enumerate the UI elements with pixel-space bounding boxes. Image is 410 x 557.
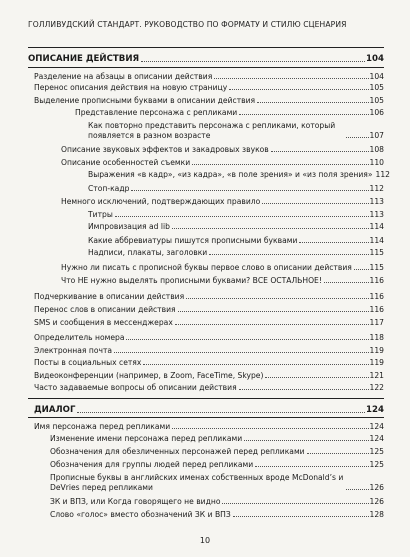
toc-entry-title: ОПИСАНИЕ ДЕЙСТВИЯ xyxy=(28,54,140,64)
toc-dot-leader xyxy=(77,412,365,413)
toc-entry xyxy=(34,422,384,431)
toc-entry xyxy=(88,210,384,219)
toc-entry xyxy=(34,346,384,355)
toc-dot-leader xyxy=(222,503,368,504)
toc-entry xyxy=(34,305,384,314)
toc-entry-title: Перенос слов в описании действия xyxy=(34,305,176,314)
toc-entry-page: 116 xyxy=(369,305,384,314)
toc-dot-leader xyxy=(115,216,369,217)
toc-entry-page: 115 xyxy=(369,263,384,272)
toc-entry-page: 126 xyxy=(369,483,384,492)
toc-entry-page: 114 xyxy=(369,222,384,231)
toc-dot-leader xyxy=(354,269,369,270)
toc-entry-title: Выделение прописными буквами в описании действия xyxy=(34,96,256,105)
toc-entry-page: 121 xyxy=(369,371,384,380)
toc-entry-page: 107 xyxy=(369,131,384,140)
toc-entry-title: Изменение имени персонажа перед репликами xyxy=(50,434,243,443)
toc-entry-title: Описание звуковых эффектов и закадровых звуков xyxy=(61,145,269,154)
toc-entry-title: Что НЕ нужно выделять прописными буквами? ВСЕ ОСТАЛЬНОЕ! xyxy=(61,276,322,285)
toc-entry-title: Описание особенностей съемки xyxy=(61,158,191,167)
toc-entry-page: 128 xyxy=(369,510,384,519)
toc-entry-title: Титры xyxy=(88,210,113,219)
toc-entry-title: Часто задаваемые вопросы об описании действия xyxy=(34,383,237,392)
toc-dot-leader xyxy=(214,78,368,79)
toc-entry-title: Имя персонажа перед репликами xyxy=(34,422,171,431)
toc-entry-page: 105 xyxy=(369,96,384,105)
toc-dot-leader xyxy=(257,102,368,103)
section-rule xyxy=(28,47,384,48)
toc-entry xyxy=(61,145,384,154)
toc-dot-leader xyxy=(172,428,368,429)
toc-entry xyxy=(88,222,384,231)
toc-entry-page: 118 xyxy=(369,333,384,342)
toc-dot-leader xyxy=(131,190,368,191)
toc-entry-title: Надписи, плакаты, заголовки xyxy=(88,248,208,257)
toc-entry-title: Видеоконференции (например, в Zoom, FaceTime, Skype) xyxy=(34,371,264,380)
toc-entry xyxy=(88,170,390,179)
toc-dot-leader xyxy=(175,324,369,325)
toc-dot-leader xyxy=(346,137,369,138)
toc-entry xyxy=(34,292,384,301)
toc-section-heading xyxy=(34,406,384,415)
toc-entry-title: Разделение на абзацы в описании действия xyxy=(34,72,213,81)
toc-entry-page: 126 xyxy=(369,497,384,506)
toc-dot-leader xyxy=(346,489,369,490)
page-number: 10 xyxy=(199,536,211,545)
toc-entry xyxy=(61,158,384,167)
section-rule xyxy=(28,67,384,68)
toc-entry xyxy=(88,184,384,193)
toc-entry-page: 117 xyxy=(369,318,384,327)
toc-entry-page: 116 xyxy=(369,292,384,301)
toc-section-heading xyxy=(28,55,384,64)
toc-entry-title: Обозначения для обезличенных персонажей перед репликами xyxy=(50,447,305,456)
toc-dot-leader xyxy=(143,364,368,365)
toc-entry xyxy=(34,318,384,327)
toc-entry xyxy=(61,263,384,272)
toc-entry xyxy=(34,371,384,380)
toc-entry xyxy=(50,447,384,456)
toc-entry-page: 119 xyxy=(369,346,384,355)
toc-entry-page: 104 xyxy=(369,72,384,81)
toc-entry-page: 124 xyxy=(369,422,384,431)
toc-entry-title: Посты в социальных сетях xyxy=(34,358,142,367)
toc-entry-title: Электронная почта xyxy=(34,346,113,355)
toc-dot-leader xyxy=(255,466,368,467)
toc-entry xyxy=(75,108,384,117)
toc-dot-leader xyxy=(192,164,368,165)
toc-entry-title: Нужно ли писать с прописной буквы первое слово в описании действия xyxy=(61,263,352,272)
toc-entry-page: 122 xyxy=(369,383,384,392)
toc-entry-title: Обозначения для группы людей перед репликами xyxy=(50,460,254,469)
toc-dot-leader xyxy=(172,228,369,229)
toc-entry-page: 115 xyxy=(369,248,384,257)
toc-entry-title: Немного исключений, подтверждающих правило xyxy=(61,197,261,206)
toc-entry-title: ДИАЛОГ xyxy=(34,405,76,415)
toc-entry-title: Представление персонажа с репликами xyxy=(75,108,238,117)
toc-entry xyxy=(34,383,384,392)
toc-dot-leader xyxy=(271,151,369,152)
section-rule xyxy=(28,398,384,399)
toc-entry-title: Прописные буквы в английских именах собственных вроде McDonald’s и DeVries перед репликами xyxy=(50,473,344,492)
toc-entry-page: 116 xyxy=(369,276,384,285)
toc-entry-page: 105 xyxy=(369,83,384,92)
toc-dot-leader xyxy=(299,242,368,243)
toc-entry-title: SMS и сообщения в мессенджерах xyxy=(34,318,173,327)
toc-entry xyxy=(50,434,384,443)
toc-entry-page: 112 xyxy=(375,170,390,179)
toc-entry xyxy=(50,497,384,506)
toc-entry xyxy=(34,96,384,105)
toc-entry-title: Стоп-кадр xyxy=(88,184,130,193)
running-head: ГОЛЛИВУДСКИЙ СТАНДАРТ. РУКОВОДСТВО ПО ФОРМАТУ И СТИЛЮ СЦЕНАРИЯ xyxy=(28,20,347,29)
toc-dot-leader xyxy=(239,389,369,390)
toc-entry xyxy=(50,472,384,492)
toc-entry xyxy=(50,460,384,469)
toc-entry-page: 124 xyxy=(369,434,384,443)
toc-dot-leader xyxy=(262,203,368,204)
toc-entry xyxy=(34,83,384,92)
toc-entry xyxy=(34,358,384,367)
toc-entry-title: ЗК и ВПЗ, или Когда говорящего не видно xyxy=(50,497,221,506)
toc-entry-title: Перенос описания действия на новую страницу xyxy=(34,83,228,92)
toc-entry-page: 106 xyxy=(369,108,384,117)
toc-dot-leader xyxy=(307,453,369,454)
toc-entry-page: 124 xyxy=(366,405,384,415)
toc-entry-page: 119 xyxy=(369,358,384,367)
toc-entry-page: 125 xyxy=(369,460,384,469)
toc-entry-page: 114 xyxy=(369,236,384,245)
toc-entry-page: 113 xyxy=(369,210,384,219)
toc-dot-leader xyxy=(141,61,365,62)
toc-entry xyxy=(34,333,384,342)
toc-entry-page: 112 xyxy=(369,184,384,193)
toc-entry-title: Как повторно представить персонажа с репликами, который появляется в разном возрасте xyxy=(88,121,336,140)
toc-entry xyxy=(50,510,384,519)
toc-dot-leader xyxy=(178,311,369,312)
toc-entry-page: 108 xyxy=(369,145,384,154)
toc-dot-leader xyxy=(265,377,368,378)
section-rule xyxy=(28,417,384,418)
toc-dot-leader xyxy=(324,282,369,283)
toc-entry xyxy=(61,276,384,285)
toc-dot-leader xyxy=(186,298,368,299)
toc-entry-title: Какие аббревиатуры пишутся прописными буквами xyxy=(88,236,298,245)
toc-entry-page: 104 xyxy=(366,54,384,64)
toc-entry-title: Определитель номера xyxy=(34,333,125,342)
toc-entry-page: 113 xyxy=(369,197,384,206)
toc-entry-page: 110 xyxy=(369,158,384,167)
toc-dot-leader xyxy=(244,440,368,441)
toc-entry xyxy=(88,120,384,140)
toc-entry-title: Подчеркивание в описании действия xyxy=(34,292,185,301)
toc-dot-leader xyxy=(126,339,368,340)
toc-dot-leader xyxy=(209,254,368,255)
toc-entry-title: Слово «голос» вместо обозначений ЗК и ВПЗ xyxy=(50,510,231,519)
toc-dot-leader xyxy=(239,114,368,115)
toc-entry xyxy=(88,236,384,245)
toc-dot-leader xyxy=(229,89,368,90)
toc-entry xyxy=(61,197,384,206)
toc-entry xyxy=(34,72,384,81)
toc-dot-leader xyxy=(114,352,368,353)
toc-entry-title: Импровизация ad lib xyxy=(88,222,170,231)
toc-entry xyxy=(88,248,384,257)
toc-dot-leader xyxy=(233,516,369,517)
toc-entry-page: 125 xyxy=(369,447,384,456)
toc-entry-title: Выражения «в кадр», «из кадра», «в поле зрения» и «из поля зрения» xyxy=(88,170,373,179)
